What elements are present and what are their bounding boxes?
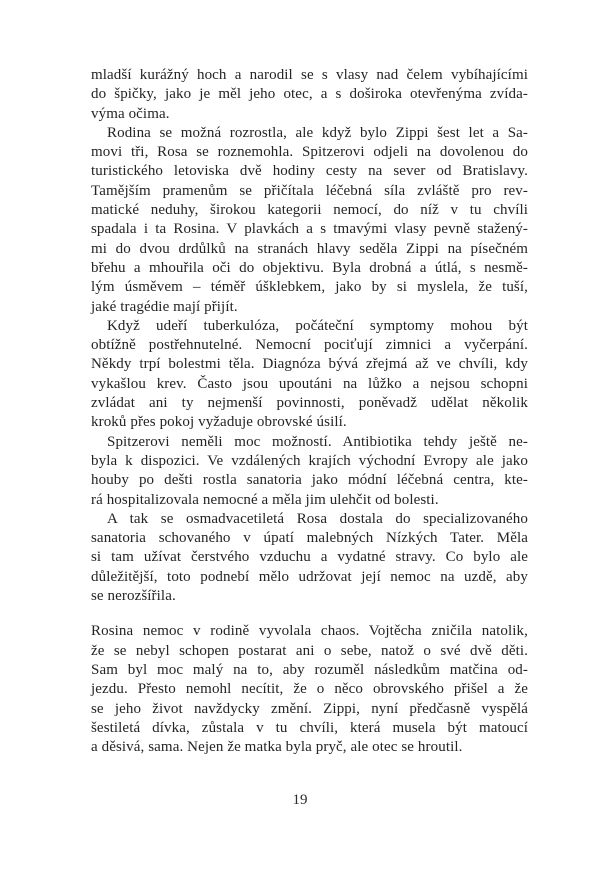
text-block: [91, 66, 528, 757]
paragraph: [91, 622, 528, 757]
text-line: zvládat ani ty nejmenší povinnosti, poněvadž udělat několik: [91, 395, 528, 412]
text-line: lým úsměvem – téměř úšklebkem, jako by si myslela, že tuší,: [91, 279, 528, 296]
text-line: Sam byl moc malý na to, aby rozuměl následkům matčina od-: [91, 661, 528, 678]
text-line: matické neduhy, širokou kategorii nemocí, do níž v tu chvíli: [91, 202, 528, 219]
text-line: Rodina se možná rozrostla, ale když bylo Zippi šest let a Sa-: [107, 124, 528, 141]
text-line: si tam užívat čerstvého vzduchu a vydatné stravy. Co bylo ale: [91, 549, 528, 566]
text-line: břehu a mhouřila oči do objektivu. Byla drobná a útlá, s nesmě-: [91, 259, 528, 276]
text-line: jaké tragédie mají přijít.: [91, 298, 238, 315]
text-line: Tamějším pramenům se přičítala léčebná síla zvláště pro rev-: [91, 182, 528, 199]
text-line: se jeho život navždycky změní. Zippi, nyní předčasně vyspělá: [91, 700, 528, 717]
text-line: Rosina nemoc v rodině vyvolala chaos. Vojtěcha zničila natolik,: [91, 623, 528, 640]
text-line: obtížně postřehnutelné. Nemocní pociťují zimnici a vyčerpání.: [91, 337, 528, 354]
page-number: 19: [292, 792, 308, 808]
text-line: A tak se osmadvacetiletá Rosa dostala do specializovaného: [107, 510, 528, 527]
text-line: Když udeří tuberkulóza, počáteční symptomy mohou být: [107, 317, 528, 334]
paragraph: [91, 433, 528, 510]
text-line: mi do dvou drdůlků na stranách hlavy seděla Zippi na písečném: [91, 240, 528, 257]
paragraph: [91, 66, 528, 124]
text-line: byla k dispozici. Ve vzdálených krajích východní Evropy ale jako: [91, 452, 528, 469]
text-line: Někdy trpí bolestmi těla. Diagnóza bývá zřejmá až ve chvíli, kdy: [91, 356, 528, 373]
text-line: jezdu. Přesto nemohl necítit, že o něco obrovského přišel a že: [91, 681, 528, 698]
paragraph: [91, 124, 528, 317]
text-line: kroků přes pokoj vyžaduje obrovské úsilí.: [91, 414, 347, 431]
text-line: movi tři, Rosa se roznemohla. Spitzerovi odjeli na dovolenou do: [91, 144, 528, 161]
text-line: mladší kurážný hoch a narodil se s vlasy nad čelem vybíhajícími: [91, 67, 528, 83]
text-line: vykašlou krev. Často jsou upoutáni na lůžko a nejsou schopni: [91, 375, 528, 392]
text-line: sanatoria schovaného v úpatí malebných Nízkých Tater. Měla: [91, 530, 528, 547]
text-line: spadala i ta Rosina. V plavkách a s tmavými vlasy pevně stažený-: [91, 221, 528, 238]
text-line: že se nebyl schopen postarat ani o sebe, natož o své dvě děti.: [91, 642, 528, 659]
text-line: Spitzerovi neměli moc možností. Antibiotika tehdy ještě ne-: [107, 433, 528, 450]
text-line: turistického letoviska dvě hodiny cesty na sever od Bratislavy.: [91, 163, 528, 180]
text-line: do špičky, jako je měl jeho otec, a s doširoka otevřenýma zvída-: [91, 86, 528, 103]
paragraph: [91, 317, 528, 433]
text-line: výma očima.: [91, 105, 170, 122]
paragraph: [91, 510, 528, 606]
text-line: houby po dešti rostla sanatoria jako módní léčebná centra, kte-: [91, 472, 528, 489]
text-line: šestiletá dívka, zůstala v tu chvíli, která musela být matoucí: [91, 719, 528, 736]
text-line: a děsivá, sama. Nejen že matka byla pryč, ale otec se hroutil.: [91, 739, 463, 756]
text-line: rá hospitalizovala nemocné a měla jim ulehčit od bolesti.: [91, 491, 439, 508]
text-line: důležitější, toto podnebí mělo udržovat její nemoc na uzdě, aby: [91, 568, 528, 585]
text-line: se nerozšířila.: [91, 588, 176, 605]
